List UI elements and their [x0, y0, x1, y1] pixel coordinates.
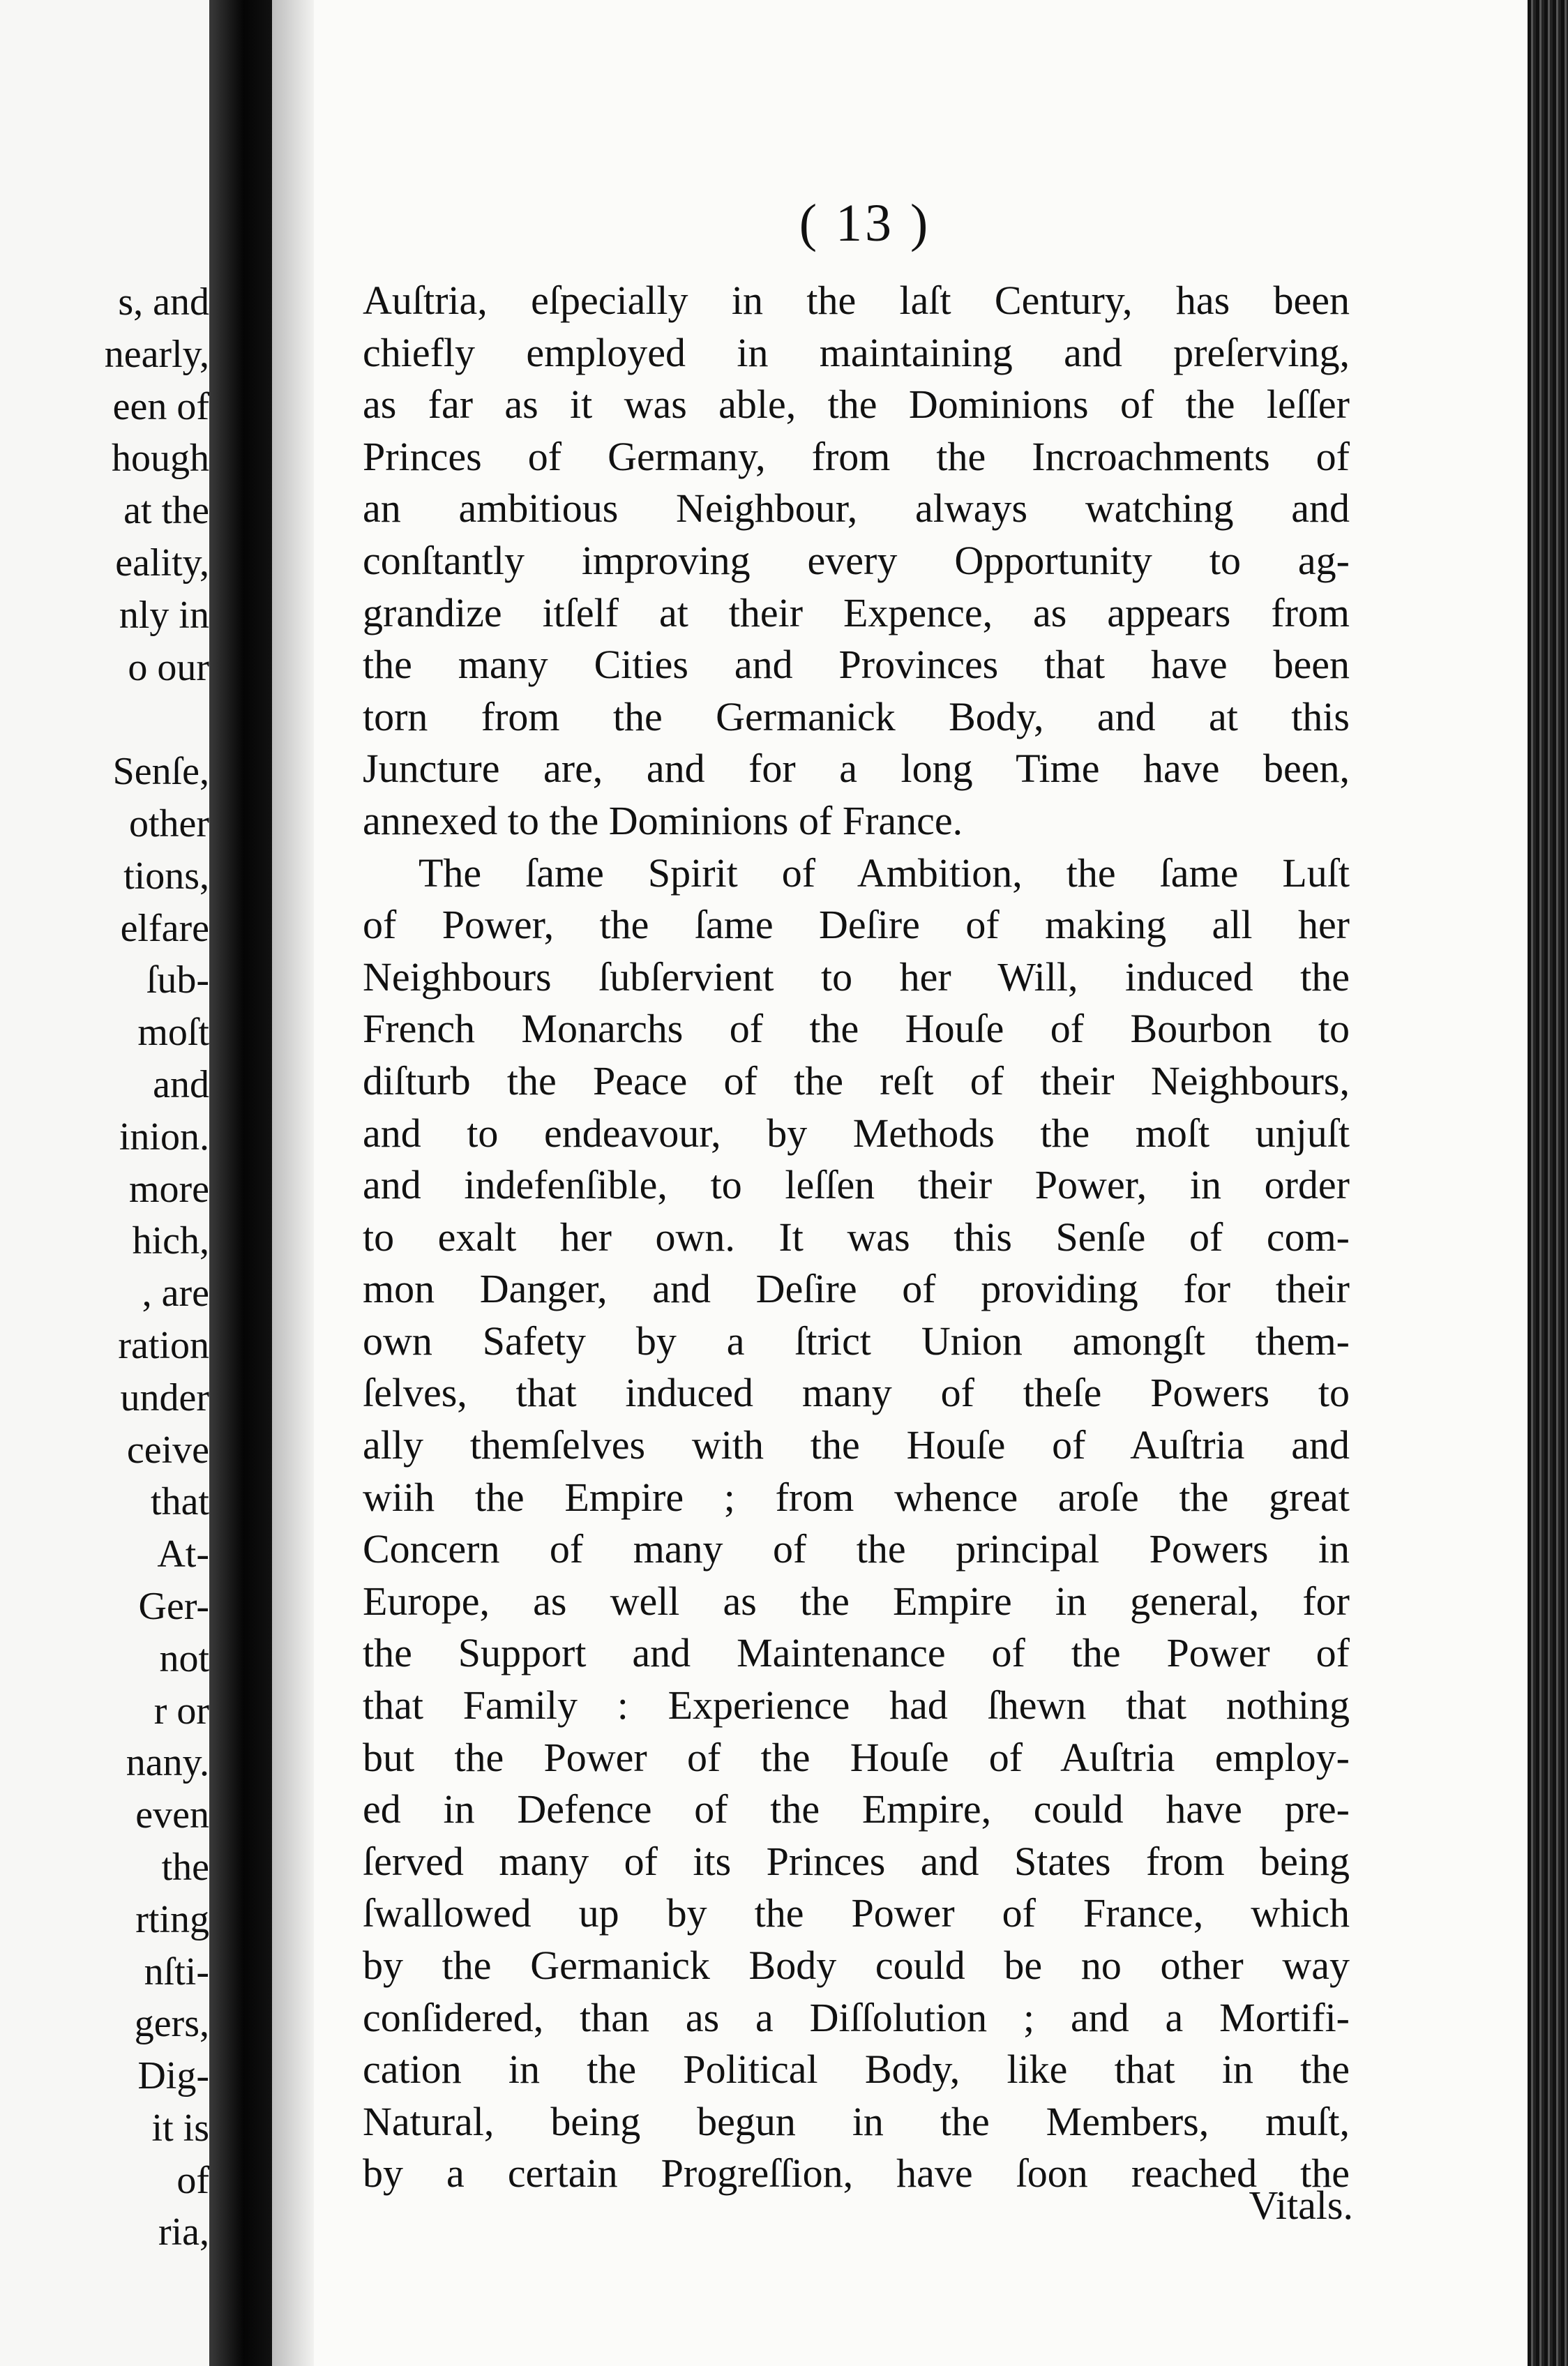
facing-page-line: , are — [142, 1272, 209, 1316]
text-line: French Monarchs of the Houſe of Bourbon to — [363, 1006, 1350, 1052]
text-line: own Safety by a ſtrict Union amongſt them- — [363, 1318, 1350, 1364]
facing-page-line: Senſe, — [112, 750, 209, 794]
text-line: annexed to the Dominions of France. — [363, 797, 963, 843]
text-line: conſtantly improving every Opportunity to ag- — [363, 537, 1350, 583]
facing-page-line: the — [161, 1845, 209, 1889]
text-line: grandize itſelf at their Expence, as appears from — [363, 589, 1350, 635]
text-line: Juncture are, and for a long Time have been, — [363, 746, 1350, 792]
text-line: torn from the Germanick Body, and at this — [363, 693, 1350, 739]
facing-page-line — [91, 693, 209, 746]
text-line: conſidered, than as a Diſſolution ; and a Mortifi- — [363, 1994, 1350, 2040]
text-line: wiih the Empire ; from whence aroſe the great — [363, 1474, 1350, 1520]
text-line: Europe, as well as the Empire in general, for — [363, 1578, 1350, 1624]
facing-page-line: more — [128, 1167, 209, 1211]
text-line: ſwallowed up by the Power of France, which — [363, 1890, 1350, 1936]
text-line: but the Power of the Houſe of Auſtria employ- — [363, 1734, 1350, 1780]
facing-page-line: eality, — [115, 541, 209, 585]
text-line: ally themſelves with the Houſe of Auſtria and — [363, 1422, 1350, 1468]
text-line: to exalt her own. It was this Senſe of com- — [363, 1214, 1350, 1260]
facing-page-line: nly in — [119, 593, 209, 637]
text-line: as far as it was able, the Dominions of the leſſer — [363, 382, 1350, 428]
text-line: Auſtria, eſpecially in the laſt Century, has been — [363, 278, 1350, 323]
text-line: Natural, being begun in the Members, muſt, — [363, 2098, 1350, 2144]
facing-page-line: r or — [153, 1689, 209, 1733]
facing-page-line: of — [176, 2158, 209, 2202]
facing-page-line: ſub- — [146, 958, 209, 1002]
facing-page-line: gers, — [134, 2002, 209, 2046]
facing-page-line: moſt — [137, 1011, 209, 1055]
facing-page-line: not — [159, 1636, 209, 1680]
facing-page-line: nſti- — [144, 1950, 209, 1994]
text-line: Princes of Germany, from the Incroachments of — [363, 433, 1350, 479]
text-line: the Support and Maintenance of the Power of — [363, 1630, 1350, 1676]
facing-page-line: it is — [151, 2106, 209, 2150]
text-line: ſerved many of its Princes and States from being — [363, 1838, 1350, 1884]
facing-page-text — [91, 276, 209, 2259]
page-edges — [1528, 0, 1568, 2366]
facing-page-line: Dig- — [137, 2054, 209, 2098]
facing-page-line: even — [135, 1793, 209, 1837]
text-line: the many Cities and Provinces that have been — [363, 642, 1350, 688]
facing-page-line: s, and — [118, 280, 209, 324]
facing-page-line: nearly, — [104, 332, 209, 376]
text-line: cation in the Political Body, like that in the — [363, 2047, 1350, 2093]
text-line: and indefenſible, to leſſen their Power, in order — [363, 1162, 1350, 1208]
facing-page-line: At- — [157, 1532, 209, 1576]
facing-page-line: and — [153, 1062, 209, 1106]
book-gutter-shadow — [209, 0, 272, 2366]
text-line: Neighbours ſubſervient to her Will, induced the — [363, 954, 1350, 1000]
text-line: chiefly employed in maintaining and preſerving, — [363, 329, 1350, 375]
text-line: and to endeavour, by Methods the moſt unjuſt — [363, 1110, 1350, 1156]
facing-page-line: tions, — [123, 854, 209, 898]
facing-page-line: other — [128, 801, 209, 845]
text-line: The ſame Spirit of Ambition, the ſame Luſt — [419, 850, 1350, 896]
facing-page-line: ration — [118, 1323, 209, 1367]
text-line: mon Danger, and Deſire of providing for their — [363, 1266, 1350, 1312]
page-number: ( 13 ) — [799, 194, 931, 253]
facing-page-line: een of — [112, 384, 209, 428]
facing-page-line: that — [151, 1480, 209, 1524]
facing-page-line: elfare — [120, 906, 209, 950]
facing-page-line: ceive — [126, 1428, 209, 1472]
facing-page-line: rting — [135, 1897, 209, 1941]
text-line: by a certain Progreſſion, have ſoon reached the — [363, 2150, 1350, 2197]
facing-page-line: nany. — [126, 1741, 209, 1785]
facing-page-line: ria, — [158, 2210, 209, 2254]
catchword: Vitals. — [1249, 2183, 1353, 2228]
body-text — [363, 275, 1350, 2200]
facing-page-line: at the — [123, 489, 209, 533]
text-line: by the Germanick Body could be no other way — [363, 1943, 1350, 1988]
text-line: that Family : Experience had ſhewn that nothing — [363, 1682, 1350, 1728]
facing-page-line: inion. — [119, 1115, 209, 1159]
facing-page-line: hough — [112, 437, 209, 481]
text-line: an ambitious Neighbour, always watching and — [363, 485, 1350, 532]
facing-page-line: Ger- — [138, 1584, 209, 1628]
text-line: diſturb the Peace of the reſt of their Neighbours, — [363, 1057, 1350, 1103]
facing-page-line: hich, — [132, 1219, 209, 1263]
text-line: ſelves, that induced many of theſe Powers to — [363, 1370, 1350, 1416]
text-line: Concern of many of the principal Powers in — [363, 1526, 1350, 1572]
text-line: ed in Defence of the Empire, could have pre- — [363, 1786, 1350, 1832]
facing-page-line: o our — [128, 645, 209, 689]
text-line: of Power, the ſame Deſire of making all her — [363, 902, 1350, 948]
page-gutter — [272, 0, 314, 2366]
facing-page-line: under — [120, 1376, 209, 1419]
